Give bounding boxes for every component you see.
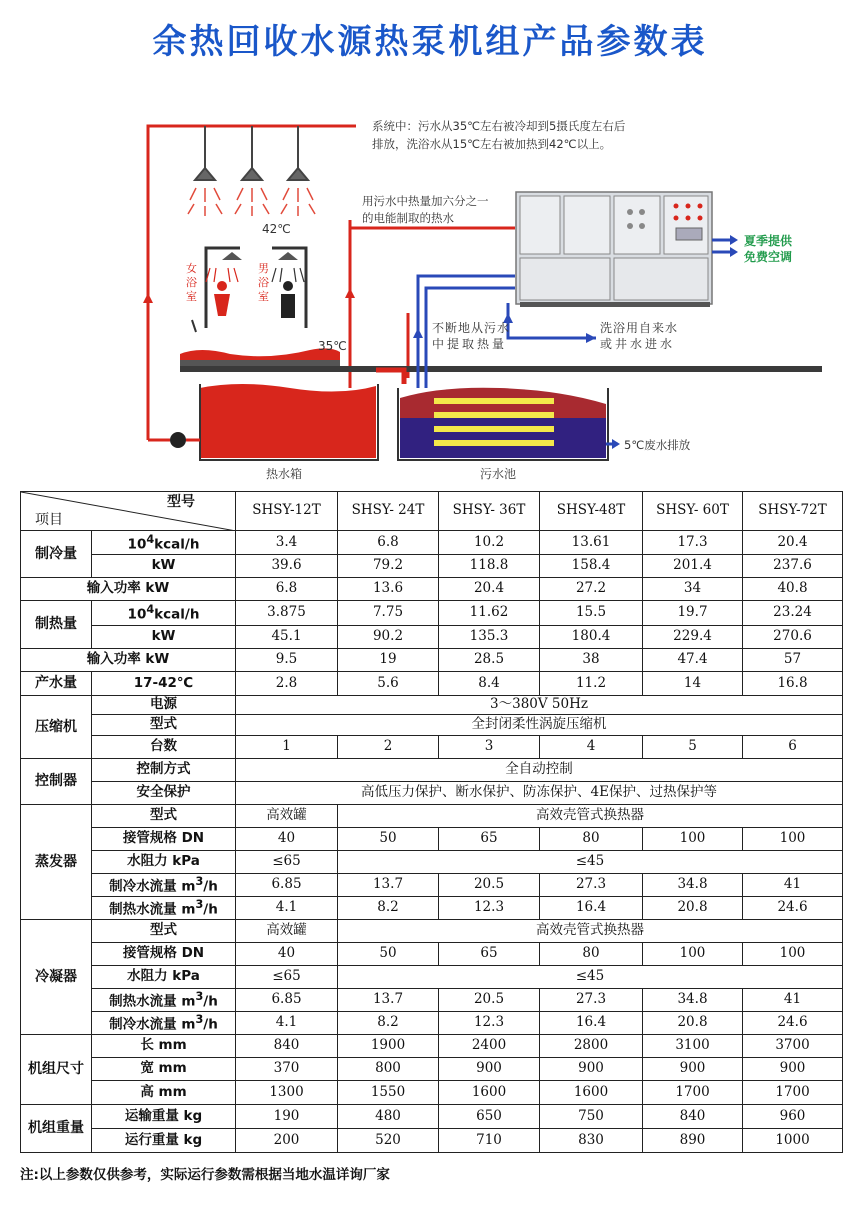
temp-42-label: 42℃ xyxy=(262,222,291,236)
cell: ≤45 xyxy=(338,966,843,989)
cell: 1600 xyxy=(439,1081,540,1105)
shower-heads xyxy=(195,126,308,180)
discharge-label: 5℃废水排放 xyxy=(624,438,691,452)
height-label: 高 mm xyxy=(92,1081,236,1105)
cell: 12.3 xyxy=(439,897,540,920)
cond-resist-label: 水阻力 kPa xyxy=(92,966,236,989)
female-bathroom-icon xyxy=(206,248,242,328)
header-model: 型号 xyxy=(167,494,195,510)
male-bathroom-icon xyxy=(272,248,306,328)
cell: 3700 xyxy=(743,1035,843,1058)
cell: ≤65 xyxy=(236,851,338,874)
cell: 2.8 xyxy=(236,672,338,696)
cell: 900 xyxy=(743,1058,843,1081)
cell: 4.1 xyxy=(236,1012,338,1035)
heat-note-2: 的电能制取的热水 xyxy=(362,211,454,225)
cell: 650 xyxy=(439,1105,540,1129)
table-row xyxy=(21,626,843,649)
cell: 118.8 xyxy=(439,555,540,578)
cell: ≤45 xyxy=(338,851,843,874)
cell: 190 xyxy=(236,1105,338,1129)
model-name: SHSY-48T xyxy=(540,492,643,531)
cell: 20.4 xyxy=(439,578,540,601)
table-row xyxy=(21,601,843,626)
cell: 180.4 xyxy=(540,626,643,649)
heating-label: 制热量 xyxy=(21,601,92,649)
cell: 1900 xyxy=(338,1035,439,1058)
cell: 24.6 xyxy=(743,897,843,920)
table-row xyxy=(21,672,843,696)
cell: 800 xyxy=(338,1058,439,1081)
transport-weight-label: 运输重量 kg xyxy=(92,1105,236,1129)
table-row xyxy=(21,696,843,715)
cell: 200 xyxy=(236,1129,338,1153)
cell: 4.1 xyxy=(236,897,338,920)
cell: 8.2 xyxy=(338,1012,439,1035)
cell: 900 xyxy=(540,1058,643,1081)
dimensions-label: 机组尺寸 xyxy=(21,1035,92,1105)
cell: 6.8 xyxy=(236,578,338,601)
cell: 237.6 xyxy=(743,555,843,578)
cooling-kcal-unit: $10^4kcal/h$ xyxy=(92,531,236,555)
condenser-label: 冷凝器 xyxy=(21,920,92,1035)
cell: 79.2 xyxy=(338,555,439,578)
cell: 3.4 xyxy=(236,531,338,555)
length-label: 长 mm xyxy=(92,1035,236,1058)
cell: 高效罐 xyxy=(236,805,338,828)
cell: ≤65 xyxy=(236,966,338,989)
svg-text:男浴室: 男浴室 xyxy=(258,262,269,303)
compressor-power-label: 电源 xyxy=(92,696,236,715)
table-row xyxy=(21,828,843,851)
cooling-kw-unit: kW xyxy=(92,555,236,578)
cell: 840 xyxy=(643,1105,743,1129)
system-note-2: 排放，洗浴水从15℃左右被加热到42℃以上。 xyxy=(372,137,612,151)
table-row xyxy=(21,1035,843,1058)
temp-35-label: 35℃ xyxy=(318,339,347,353)
controller-safety-value: 高低压力保护、断水保护、防冻保护、4E保护、过热保护等 xyxy=(236,782,843,805)
cell: 41 xyxy=(743,989,843,1012)
compressor-power-value: 3～380V 50Hz xyxy=(236,696,843,715)
cell: 100 xyxy=(643,943,743,966)
cell: 710 xyxy=(439,1129,540,1153)
drain-channel xyxy=(180,348,822,372)
cell: 890 xyxy=(643,1129,743,1153)
cell: 1700 xyxy=(743,1081,843,1105)
cell: 960 xyxy=(743,1105,843,1129)
cell: 13.61 xyxy=(540,531,643,555)
table-row xyxy=(21,555,843,578)
table-row xyxy=(21,782,843,805)
cell: 20.5 xyxy=(439,989,540,1012)
cell: 24.6 xyxy=(743,1012,843,1035)
cell: 520 xyxy=(338,1129,439,1153)
cell: 17.3 xyxy=(643,531,743,555)
cell: 13.7 xyxy=(338,989,439,1012)
female-room-char: 女 xyxy=(186,262,197,275)
cell: 830 xyxy=(540,1129,643,1153)
cell: 13.7 xyxy=(338,874,439,897)
cell: 480 xyxy=(338,1105,439,1129)
cell: 27.3 xyxy=(540,874,643,897)
evap-flow1-label: 制冷水流量 $m^3/h$ xyxy=(92,874,236,897)
cell: 1550 xyxy=(338,1081,439,1105)
operating-weight-label: 运行重量 kg xyxy=(92,1129,236,1153)
cell: 9.5 xyxy=(236,649,338,672)
cell: 高效罐 xyxy=(236,920,338,943)
table-row xyxy=(21,805,843,828)
up-arrow-icon xyxy=(413,328,423,338)
heating-kcal-unit: $10^4kcal/h$ xyxy=(92,601,236,626)
cond-flow1-label: 制热水流量 $m^3/h$ xyxy=(92,989,236,1012)
table-row xyxy=(21,578,843,601)
compressor-type-value: 全封闭柔性涡旋压缩机 xyxy=(236,715,843,736)
up-arrow-icon xyxy=(345,288,355,298)
compressor-label: 压缩机 xyxy=(21,696,92,759)
evap-pipe-label: 接管规格 DN xyxy=(92,828,236,851)
cell: 50 xyxy=(338,828,439,851)
cell: 201.4 xyxy=(643,555,743,578)
cell: 270.6 xyxy=(743,626,843,649)
extract-note-2: 中提取热量 xyxy=(432,337,508,351)
cell: 6.85 xyxy=(236,989,338,1012)
cell: 2800 xyxy=(540,1035,643,1058)
cell: 50 xyxy=(338,943,439,966)
table-row xyxy=(21,1129,843,1153)
cooling-label: 制冷量 xyxy=(21,531,92,578)
table-row xyxy=(21,649,843,672)
controller-label: 控制器 xyxy=(21,759,92,805)
compressor-type-label: 型式 xyxy=(92,715,236,736)
cell: 3 xyxy=(439,736,540,759)
compressor-count-label: 台数 xyxy=(92,736,236,759)
model-name: SHSY- 60T xyxy=(643,492,743,531)
system-note-1: 系统中：污水从35℃左右被冷却到5摄氏度左右后 xyxy=(372,119,626,133)
cell: 5.6 xyxy=(338,672,439,696)
cell: 80 xyxy=(540,943,643,966)
cell: 34 xyxy=(643,578,743,601)
model-name: SHSY- 36T xyxy=(439,492,540,531)
cell: 370 xyxy=(236,1058,338,1081)
cell: 高效壳管式换热器 xyxy=(338,920,843,943)
table-row xyxy=(21,715,843,736)
heating-kw-unit: kW xyxy=(92,626,236,649)
cell: 13.6 xyxy=(338,578,439,601)
cell: 80 xyxy=(540,828,643,851)
cell: 高效壳管式换热器 xyxy=(338,805,843,828)
width-label: 宽 mm xyxy=(92,1058,236,1081)
table-row xyxy=(21,759,843,782)
cell: 229.4 xyxy=(643,626,743,649)
water-output-range: 17-42℃ xyxy=(92,672,236,696)
cell: 47.4 xyxy=(643,649,743,672)
cell: 39.6 xyxy=(236,555,338,578)
controller-mode-label: 控制方式 xyxy=(92,759,236,782)
cell: 10.2 xyxy=(439,531,540,555)
cond-type-label: 型式 xyxy=(92,920,236,943)
cell: 40.8 xyxy=(743,578,843,601)
sewage-pool xyxy=(398,388,608,460)
header-item: 项目 xyxy=(35,512,63,528)
footnote: 注:以上参数仅供参考，实际运行参数需根据当地水温详询厂家 xyxy=(20,1167,390,1183)
cell: 6.85 xyxy=(236,874,338,897)
table-row xyxy=(21,851,843,874)
svg-text:女浴室: 女浴室 xyxy=(186,262,197,303)
cell: 840 xyxy=(236,1035,338,1058)
cell: 135.3 xyxy=(439,626,540,649)
cell: 2 xyxy=(338,736,439,759)
cell: 41 xyxy=(743,874,843,897)
cell: 16.4 xyxy=(540,1012,643,1035)
cell: 12.3 xyxy=(439,1012,540,1035)
heating-power-label: 输入功率 kW xyxy=(21,649,236,672)
sewage-pool-label: 污水池 xyxy=(480,467,517,481)
cell: 65 xyxy=(439,943,540,966)
table-row xyxy=(21,897,843,920)
cell: 1 xyxy=(236,736,338,759)
cell: 23.24 xyxy=(743,601,843,626)
summer-note-2: 免费空调 xyxy=(744,250,793,264)
cell: 100 xyxy=(743,828,843,851)
cell: 900 xyxy=(439,1058,540,1081)
cell: 38 xyxy=(540,649,643,672)
cell: 40 xyxy=(236,943,338,966)
cell: 1000 xyxy=(743,1129,843,1153)
cell: 1700 xyxy=(643,1081,743,1105)
weight-label: 机组重量 xyxy=(21,1105,92,1153)
cell: 100 xyxy=(743,943,843,966)
heat-note-1: 用污水中热量加六分之一 xyxy=(362,194,489,208)
cell: 8.2 xyxy=(338,897,439,920)
cell: 20.5 xyxy=(439,874,540,897)
cell: 27.2 xyxy=(540,578,643,601)
table-row xyxy=(21,943,843,966)
cell: 8.4 xyxy=(439,672,540,696)
cell: 34.8 xyxy=(643,989,743,1012)
table-row xyxy=(21,1105,843,1129)
model-name: SHSY-72T xyxy=(743,492,843,531)
evap-flow2-label: 制热水流量 $m^3/h$ xyxy=(92,897,236,920)
extract-note-1: 不断地从污水 xyxy=(432,321,511,335)
evap-type-label: 型式 xyxy=(92,805,236,828)
controller-safety-label: 安全保护 xyxy=(92,782,236,805)
evap-resist-label: 水阻力 kPa xyxy=(92,851,236,874)
cell: 1600 xyxy=(540,1081,643,1105)
cell: 65 xyxy=(439,828,540,851)
cell: 45.1 xyxy=(236,626,338,649)
cell: 15.5 xyxy=(540,601,643,626)
table-row xyxy=(21,1012,843,1035)
water-sprays xyxy=(188,188,315,216)
cell: 14 xyxy=(643,672,743,696)
pump-icon xyxy=(170,432,186,448)
cell: 20.4 xyxy=(743,531,843,555)
spec-table xyxy=(20,491,843,1153)
cell: 1300 xyxy=(236,1081,338,1105)
hot-water-tank xyxy=(200,384,378,460)
model-name: SHSY-12T xyxy=(236,492,338,531)
water-output-label: 产水量 xyxy=(21,672,92,696)
cooling-power-label: 输入功率 kW xyxy=(21,578,236,601)
cell: 6.8 xyxy=(338,531,439,555)
cond-flow2-label: 制冷水流量 $m^3/h$ xyxy=(92,1012,236,1035)
cell: 3100 xyxy=(643,1035,743,1058)
cell: 11.62 xyxy=(439,601,540,626)
cell: 57 xyxy=(743,649,843,672)
heat-pump-unit xyxy=(516,192,712,307)
cell: 2400 xyxy=(439,1035,540,1058)
cell: 4 xyxy=(540,736,643,759)
header-row xyxy=(21,492,843,531)
cond-pipe-label: 接管规格 DN xyxy=(92,943,236,966)
cell: 11.2 xyxy=(540,672,643,696)
cell: 900 xyxy=(643,1058,743,1081)
controller-mode-value: 全自动控制 xyxy=(236,759,843,782)
table-row xyxy=(21,989,843,1012)
cell: 27.3 xyxy=(540,989,643,1012)
table-row xyxy=(21,531,843,555)
table-row xyxy=(21,1081,843,1105)
cell: 6 xyxy=(743,736,843,759)
cell: 750 xyxy=(540,1105,643,1129)
cell: 5 xyxy=(643,736,743,759)
cell: 16.4 xyxy=(540,897,643,920)
cell: 19 xyxy=(338,649,439,672)
cell: 28.5 xyxy=(439,649,540,672)
system-diagram xyxy=(0,88,860,488)
cell: 158.4 xyxy=(540,555,643,578)
hot-tank-label: 热水箱 xyxy=(266,467,303,481)
model-name: SHSY- 24T xyxy=(338,492,439,531)
summer-note-1: 夏季提供 xyxy=(744,234,793,248)
table-row xyxy=(21,1058,843,1081)
page-title: 余热回收水源热泵机组产品参数表 xyxy=(152,22,708,62)
up-arrow-icon xyxy=(143,293,153,303)
diagonal-header xyxy=(21,492,236,531)
cell: 16.8 xyxy=(743,672,843,696)
tapwater-note-1: 洗浴用自来水 xyxy=(600,321,679,335)
table-row xyxy=(21,920,843,943)
cell: 100 xyxy=(643,828,743,851)
cell: 34.8 xyxy=(643,874,743,897)
table-row xyxy=(21,966,843,989)
table-row xyxy=(21,874,843,897)
table-row xyxy=(21,736,843,759)
cell: 7.75 xyxy=(338,601,439,626)
cell: 90.2 xyxy=(338,626,439,649)
cell: 20.8 xyxy=(643,1012,743,1035)
cell: 3.875 xyxy=(236,601,338,626)
evaporator-label: 蒸发器 xyxy=(21,805,92,920)
cell: 40 xyxy=(236,828,338,851)
cell: 20.8 xyxy=(643,897,743,920)
tapwater-note-2: 或井水进水 xyxy=(600,337,676,351)
cell: 19.7 xyxy=(643,601,743,626)
